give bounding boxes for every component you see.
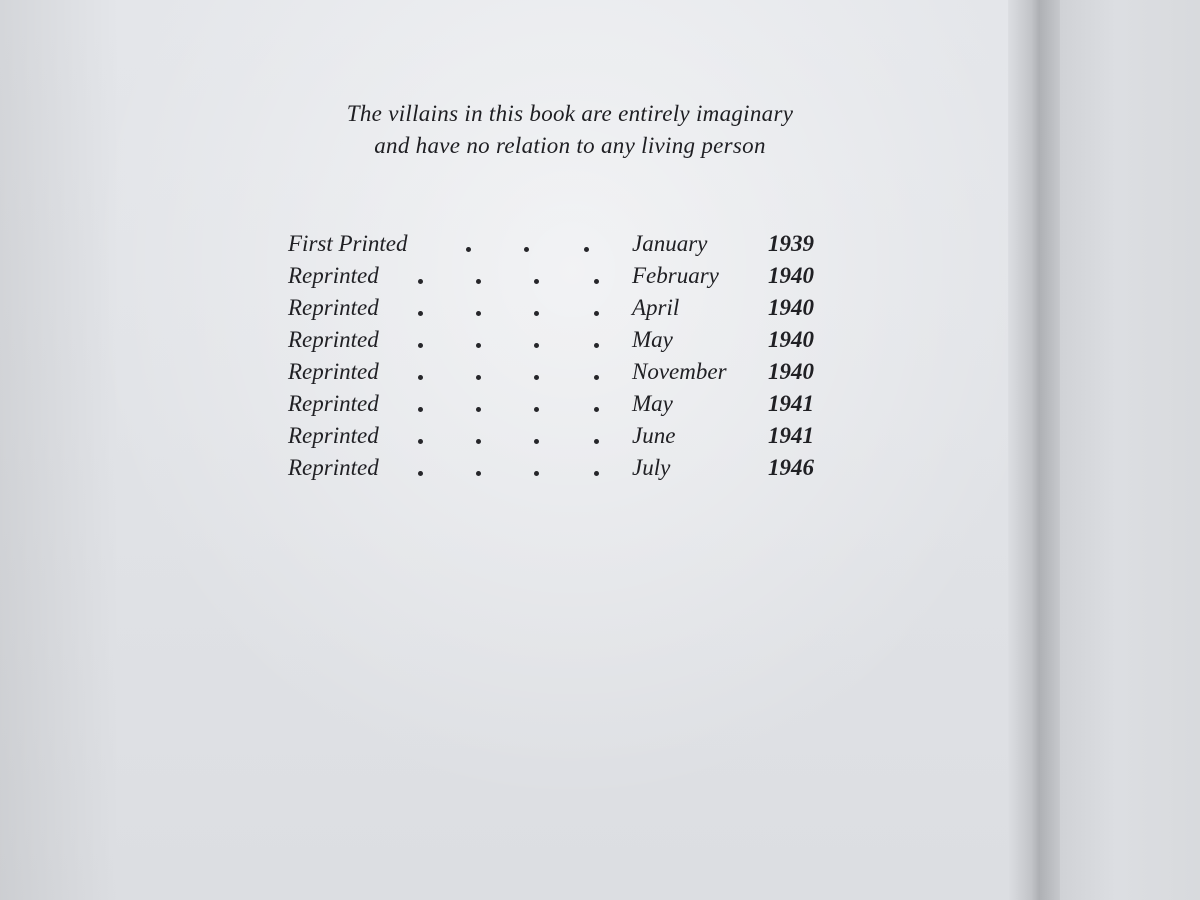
leader-dot [594,407,599,412]
leader-dot [418,439,423,444]
history-row [288,420,848,452]
edition-label: Reprinted [288,423,379,448]
facing-page-edge [1060,0,1200,900]
history-row [288,292,848,324]
history-row [288,324,848,356]
leader-dot [476,439,481,444]
disclaimer [250,98,890,162]
edition-month: February [632,263,719,288]
leader-dot [476,407,481,412]
edition-year: 1946 [768,455,814,480]
edition-year: 1940 [768,359,814,384]
edition-year: 1941 [768,391,814,416]
edition-month: May [632,327,673,352]
leader-dot [418,375,423,380]
edition-label: Reprinted [288,295,379,320]
leader-dot [534,311,539,316]
edition-label: Reprinted [288,327,379,352]
leader-dot [594,343,599,348]
edition-month: July [632,455,671,480]
leader-dot [476,311,481,316]
leader-dot [534,375,539,380]
history-row [288,388,848,420]
edition-month: November [632,359,727,384]
disclaimer-line-2: and have no relation to any living person [374,133,766,158]
edition-label: Reprinted [288,263,379,288]
history-row [288,260,848,292]
history-row [288,356,848,388]
leader-dot [534,439,539,444]
disclaimer-line-1: The villains in this book are entirely imaginary [346,101,794,126]
leader-dot [594,375,599,380]
edition-year: 1940 [768,263,814,288]
leader-dot [476,279,481,284]
edition-label: Reprinted [288,391,379,416]
leader-dot [476,343,481,348]
edition-year: 1939 [768,231,814,256]
history-row [288,452,848,484]
book-gutter [1008,0,1060,900]
edition-month: January [632,231,708,256]
leader-dot [534,407,539,412]
edition-label: Reprinted [288,455,379,480]
edition-year: 1941 [768,423,814,448]
edition-label: Reprinted [288,359,379,384]
leader-dot [594,471,599,476]
leader-dot [466,247,471,252]
edition-label: First Printed [288,231,408,256]
leader-dot [534,471,539,476]
edition-month: June [632,423,676,448]
leader-dot [584,247,589,252]
leader-dot [524,247,529,252]
leader-dot [476,471,481,476]
edition-month: May [632,391,673,416]
edition-year: 1940 [768,295,814,320]
printing-history [288,228,848,484]
leader-dot [418,279,423,284]
leader-dot [594,279,599,284]
leader-dot [418,407,423,412]
leader-dot [594,311,599,316]
leader-dot [476,375,481,380]
leader-dot [418,343,423,348]
edition-year: 1940 [768,327,814,352]
leader-dot [534,279,539,284]
leader-dot [418,471,423,476]
edition-month: April [632,295,680,320]
leader-dot [534,343,539,348]
leader-dot [418,311,423,316]
leader-dot [594,439,599,444]
history-row [288,228,848,260]
